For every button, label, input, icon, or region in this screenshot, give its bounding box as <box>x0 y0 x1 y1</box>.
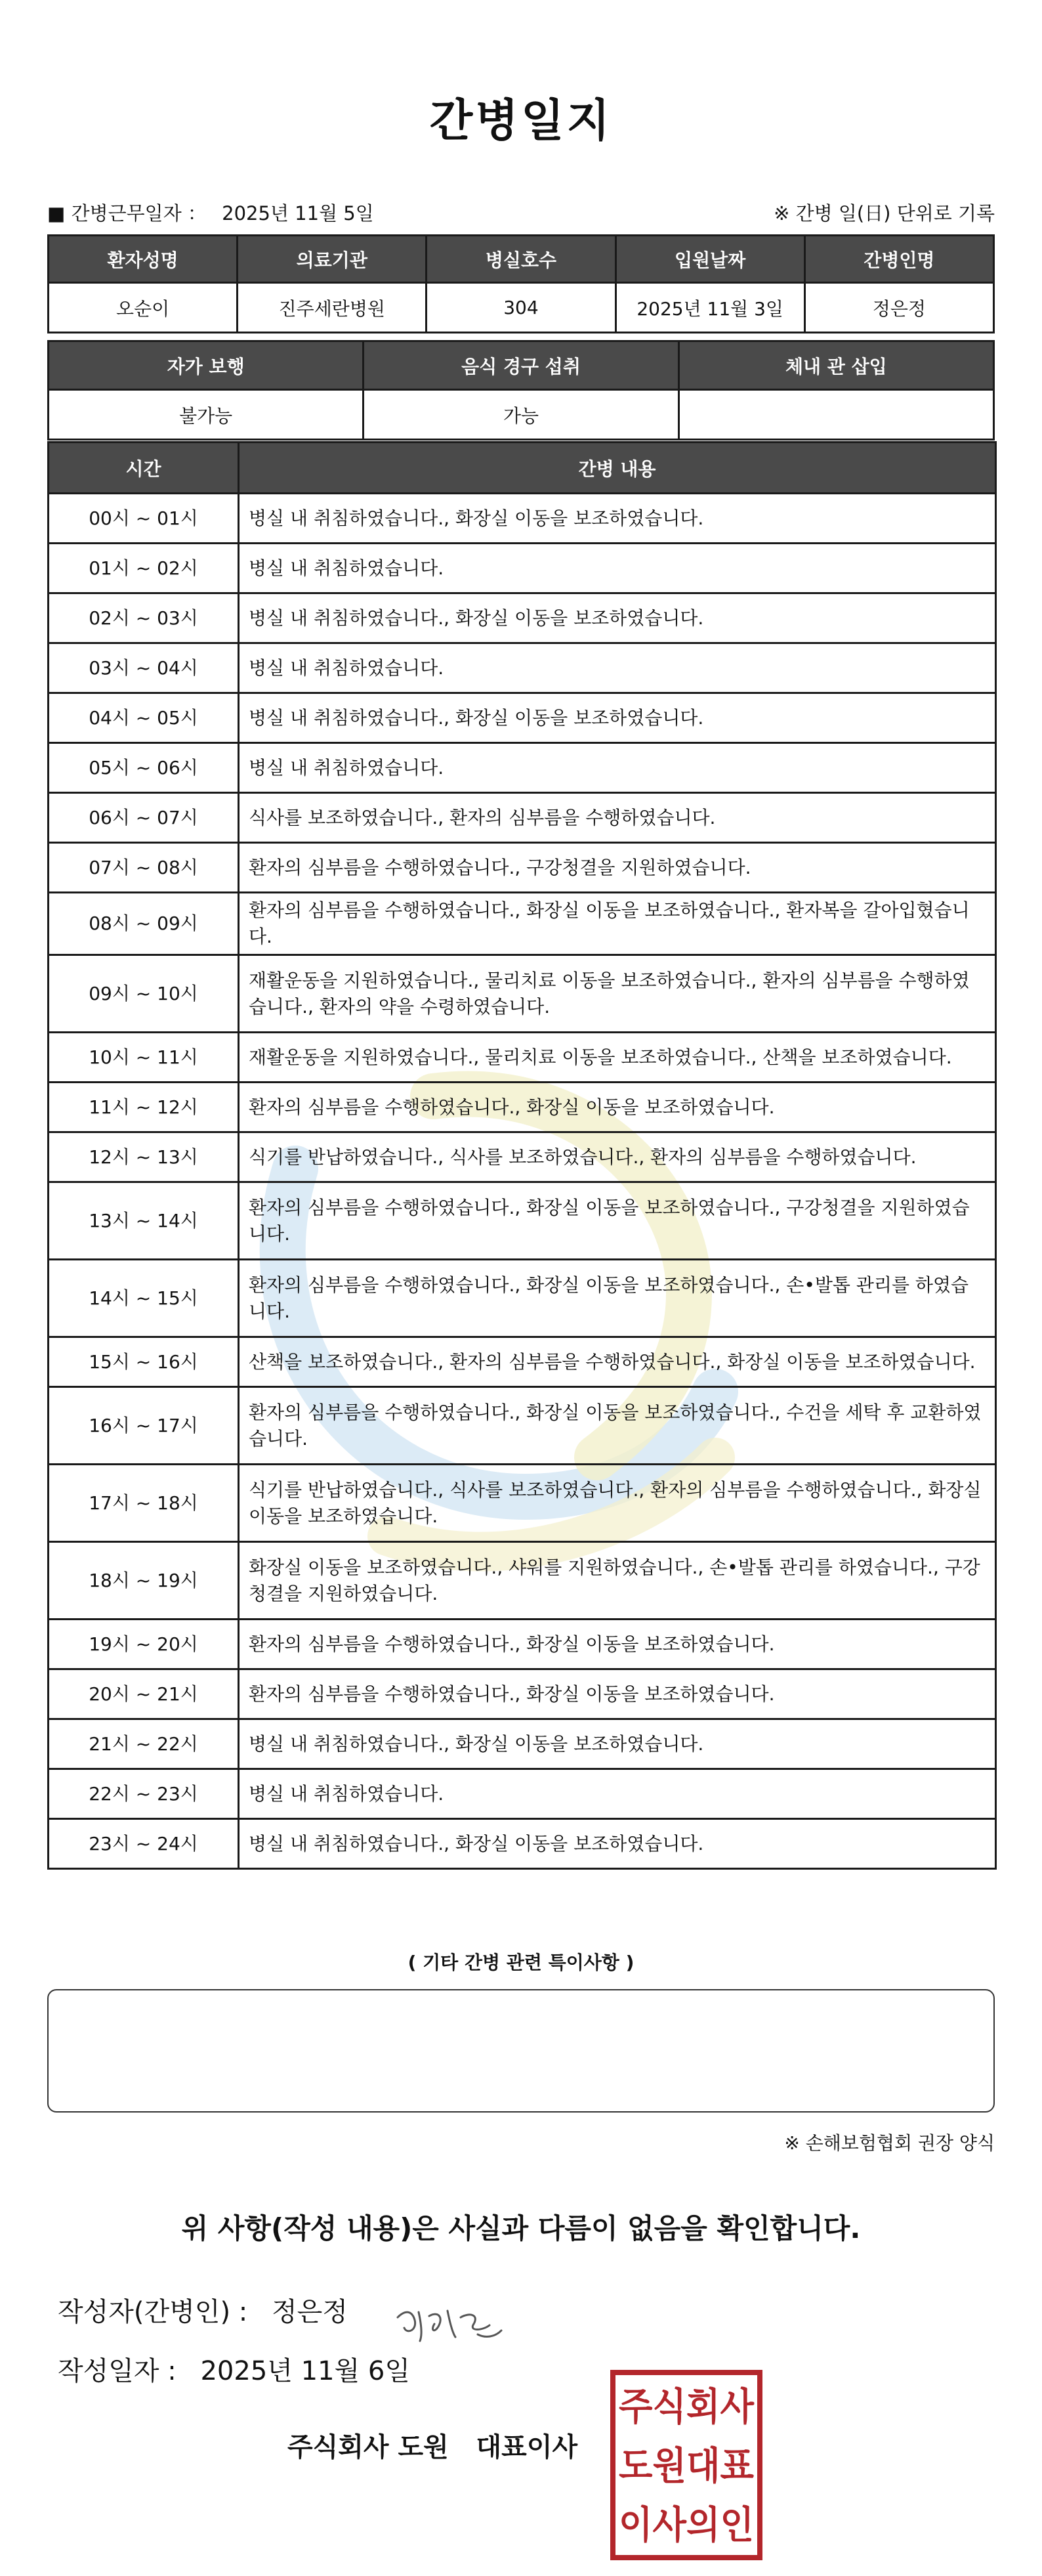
log-content: 화장실 이동을 보조하였습니다., 샤워를 지원하였습니다., 손•발톱 관리를 하였습니다., 구강청결을 지원하였습니다. <box>239 1542 996 1620</box>
log-row <box>49 1033 996 1083</box>
header-hospital: 의료기관 <box>238 236 427 283</box>
write-date-value: 2025년 11월 6일 <box>200 2356 410 2386</box>
writer-line <box>58 2291 348 2329</box>
log-time: 17시 ~ 18시 <box>49 1465 239 1542</box>
work-date-value: 2025년 11월 5일 <box>222 202 374 225</box>
log-time: 04시 ~ 05시 <box>49 693 239 743</box>
patient-info-table <box>47 234 995 333</box>
log-content: 병실 내 취침하였습니다., 화장실 이동을 보조하였습니다. <box>239 1819 996 1869</box>
log-content: 환자의 심부름을 수행하였습니다., 화장실 이동을 보조하였습니다. <box>239 1669 996 1719</box>
log-row <box>49 893 996 955</box>
self-walking-value: 불가능 <box>49 390 364 440</box>
log-row <box>49 544 996 593</box>
care-condition-table <box>47 340 995 440</box>
log-time: 15시 ~ 16시 <box>49 1337 239 1387</box>
log-row <box>49 743 996 793</box>
log-time: 10시 ~ 11시 <box>49 1033 239 1083</box>
log-row <box>49 843 996 893</box>
log-content: 환자의 심부름을 수행하였습니다., 화장실 이동을 보조하였습니다., 손•발톱 관리를 하였습니다. <box>239 1260 996 1337</box>
log-time: 01시 ~ 02시 <box>49 544 239 593</box>
work-date-label: ■ 간병근무일자 ： <box>47 202 207 225</box>
log-time: 22시 ~ 23시 <box>49 1769 239 1819</box>
form-note: ※ 손해보험협회 권장 양식 <box>784 2132 995 2154</box>
special-notes-box <box>47 1989 995 2113</box>
log-row <box>49 1083 996 1132</box>
log-row <box>49 1669 996 1719</box>
log-time: 16시 ~ 17시 <box>49 1387 239 1465</box>
log-row <box>49 1260 996 1337</box>
header-admission-date: 입원날짜 <box>615 236 804 283</box>
log-row <box>49 1387 996 1465</box>
write-date-line <box>58 2350 410 2388</box>
header-caregiver-name: 간병인명 <box>804 236 993 283</box>
log-time: 13시 ~ 14시 <box>49 1182 239 1260</box>
hourly-care-log-table <box>47 441 997 1870</box>
header-room-number: 병실호수 <box>427 236 615 283</box>
tube-insertion-value <box>678 390 993 440</box>
log-row <box>49 1337 996 1387</box>
log-content: 병실 내 취침하였습니다., 화장실 이동을 보조하였습니다. <box>239 1719 996 1769</box>
log-row <box>49 1620 996 1669</box>
admission-date: 2025년 11월 3일 <box>615 283 804 333</box>
log-content: 환자의 심부름을 수행하였습니다., 구강청결을 지원하였습니다. <box>239 843 996 893</box>
log-content: 식사를 보조하였습니다., 환자의 심부름을 수행하였습니다. <box>239 793 996 843</box>
document-title: 간병일지 <box>429 95 613 147</box>
unit-note: ※ 간병 일(日) 단위로 기록 <box>774 202 995 225</box>
log-time: 18시 ~ 19시 <box>49 1542 239 1620</box>
hospital: 진주세란병원 <box>238 283 427 333</box>
log-content: 병실 내 취침하였습니다., 화장실 이동을 보조하였습니다. <box>239 593 996 643</box>
log-content: 병실 내 취침하였습니다. <box>239 1769 996 1819</box>
writer-name: 정은정 <box>271 2297 348 2327</box>
log-content: 재활운동을 지원하였습니다., 물리치료 이동을 보조하였습니다., 환자의 심부름을 수행하였습니다., 환자의 약을 수령하였습니다. <box>239 955 996 1033</box>
log-content: 환자의 심부름을 수행하였습니다., 화장실 이동을 보조하였습니다., 환자복을 갈아입혔습니다. <box>239 893 996 955</box>
log-time: 08시 ~ 09시 <box>49 893 239 955</box>
log-time: 20시 ~ 21시 <box>49 1669 239 1719</box>
svg-text:이사의인: 이사의인 <box>619 2502 754 2547</box>
header-self-walking: 자가 보행 <box>49 341 364 390</box>
header-time: 시간 <box>49 442 239 494</box>
log-content: 산책을 보조하였습니다., 환자의 심부름을 수행하였습니다., 화장실 이동을 보조하였습니다. <box>239 1337 996 1387</box>
log-row <box>49 1719 996 1769</box>
log-row <box>49 793 996 843</box>
log-row <box>49 1769 996 1819</box>
log-content: 병실 내 취침하였습니다., 화장실 이동을 보조하였습니다. <box>239 693 996 743</box>
log-time: 23시 ~ 24시 <box>49 1819 239 1869</box>
special-notes-title: ( 기타 간병 관련 특이사항 ) <box>407 1952 635 1973</box>
log-content: 재활운동을 지원하였습니다., 물리치료 이동을 보조하였습니다., 산책을 보조하였습니다. <box>239 1033 996 1083</box>
log-time: 06시 ~ 07시 <box>49 793 239 843</box>
write-date-label: 작성일자 : <box>58 2356 177 2386</box>
meta-row <box>47 199 995 225</box>
log-content: 환자의 심부름을 수행하였습니다., 화장실 이동을 보조하였습니다. <box>239 1620 996 1669</box>
log-row <box>49 1182 996 1260</box>
header-tube-insertion: 체내 관 삽입 <box>678 341 993 390</box>
svg-text:주식회사: 주식회사 <box>619 2384 755 2429</box>
header-oral-intake: 음식 경구 섭취 <box>364 341 678 390</box>
company-seal-stamp <box>609 2369 764 2562</box>
log-row <box>49 593 996 643</box>
log-row <box>49 494 996 544</box>
header-care-content: 간병 내용 <box>239 442 996 494</box>
log-row <box>49 643 996 693</box>
confirmation-statement: 위 사항(작성 내용)은 사실과 다름이 없음을 확인합니다. <box>181 2212 861 2244</box>
log-content: 병실 내 취침하였습니다., 화장실 이동을 보조하였습니다. <box>239 494 996 544</box>
header-patient-name: 환자성명 <box>49 236 238 283</box>
log-row <box>49 1132 996 1182</box>
log-time: 12시 ~ 13시 <box>49 1132 239 1182</box>
log-time: 00시 ~ 01시 <box>49 494 239 544</box>
log-time: 21시 ~ 22시 <box>49 1719 239 1769</box>
writer-label: 작성자(간병인) : <box>58 2297 248 2327</box>
log-row <box>49 1819 996 1869</box>
patient-name: 오순이 <box>49 283 238 333</box>
log-row <box>49 1465 996 1542</box>
log-content: 환자의 심부름을 수행하였습니다., 화장실 이동을 보조하였습니다. <box>239 1083 996 1132</box>
log-content: 병실 내 취침하였습니다. <box>239 743 996 793</box>
log-content: 병실 내 취침하였습니다. <box>239 544 996 593</box>
log-time: 09시 ~ 10시 <box>49 955 239 1033</box>
log-time: 19시 ~ 20시 <box>49 1620 239 1669</box>
log-time: 03시 ~ 04시 <box>49 643 239 693</box>
log-content: 식기를 반납하였습니다., 식사를 보조하였습니다., 환자의 심부름을 수행하였습니다., 화장실 이동을 보조하였습니다. <box>239 1465 996 1542</box>
log-row <box>49 955 996 1033</box>
handwritten-signature <box>392 2298 511 2350</box>
log-time: 14시 ~ 15시 <box>49 1260 239 1337</box>
company-name: 주식회사 도원 대표이사 <box>287 2432 578 2462</box>
caregiver-name: 정은정 <box>804 283 993 333</box>
room-number: 304 <box>427 283 615 333</box>
work-date <box>47 199 374 226</box>
log-body <box>49 494 996 1869</box>
log-row <box>49 1542 996 1620</box>
log-content: 병실 내 취침하였습니다. <box>239 643 996 693</box>
log-content: 식기를 반납하였습니다., 식사를 보조하였습니다., 환자의 심부름을 수행하였습니다. <box>239 1132 996 1182</box>
oral-intake-value: 가능 <box>364 390 678 440</box>
log-time: 07시 ~ 08시 <box>49 843 239 893</box>
svg-text:도원대표: 도원대표 <box>619 2443 754 2488</box>
log-time: 02시 ~ 03시 <box>49 593 239 643</box>
log-time: 11시 ~ 12시 <box>49 1083 239 1132</box>
log-time: 05시 ~ 06시 <box>49 743 239 793</box>
log-content: 환자의 심부름을 수행하였습니다., 화장실 이동을 보조하였습니다., 구강청결을 지원하였습니다. <box>239 1182 996 1260</box>
log-content: 환자의 심부름을 수행하였습니다., 화장실 이동을 보조하였습니다., 수건을 세탁 후 교환하였습니다. <box>239 1387 996 1465</box>
log-row <box>49 693 996 743</box>
